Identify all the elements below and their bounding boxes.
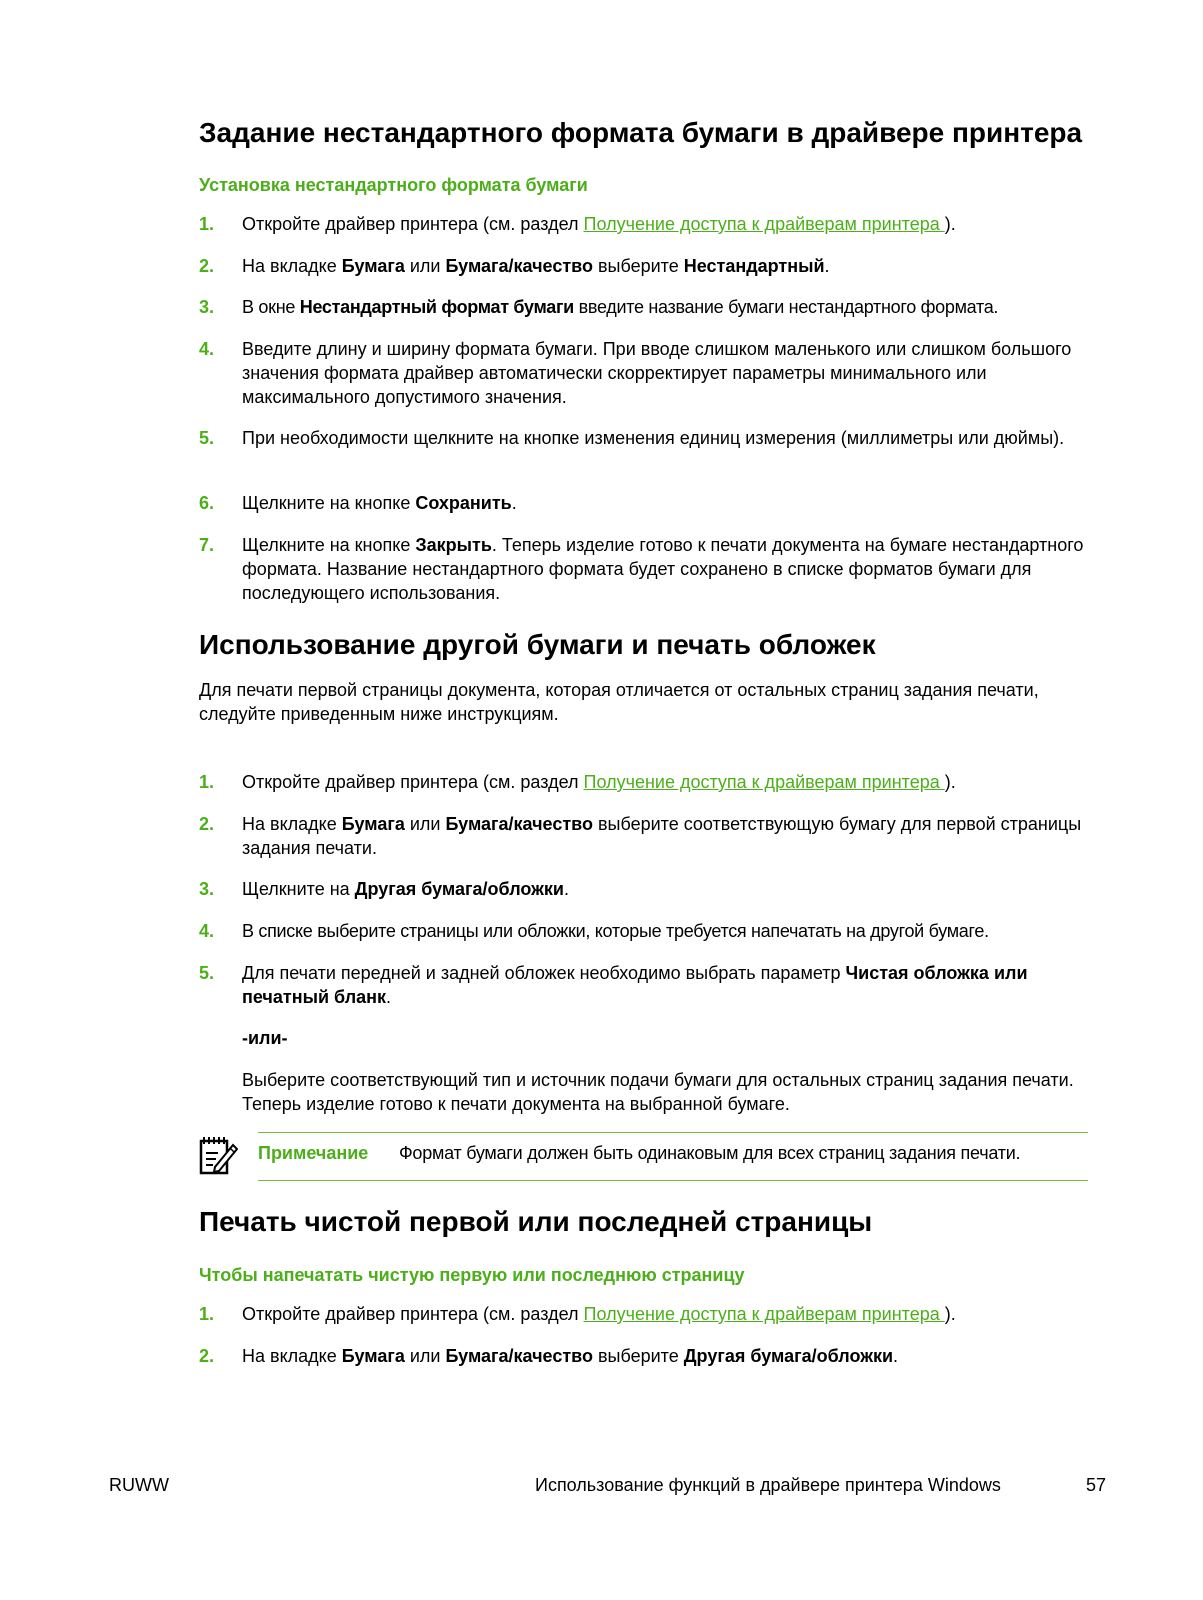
- item-text: Щелкните на кнопке Закрыть. Теперь изделие готово к печати документа на бумаге нестандартного формата. Название нестандартного формата будет сохранено в списке форматов бумаги для последующего использования.: [242, 535, 1084, 603]
- note-top-divider: [258, 1132, 1088, 1133]
- item-text: В окне Нестандартный формат бумаги введите название бумаги нестандартного формата.: [242, 297, 999, 317]
- item-number: 5.: [199, 963, 215, 983]
- item-number: 2.: [199, 256, 215, 276]
- section-title: Печать чистой первой или последней страницы: [199, 1206, 873, 1237]
- item-number: 6.: [199, 493, 215, 513]
- section-intro: Для печати первой страницы документа, которая отличается от остальных страниц задания печати, следуйте приведенным ниже инструкциям.: [199, 680, 1039, 724]
- item-text: Для печати передней и задней обложек необходимо выбрать параметр Чистая обложка или печатный бланк.: [242, 963, 1028, 1007]
- note-bottom-divider: [258, 1180, 1088, 1181]
- item-number: 1.: [199, 1304, 215, 1324]
- item-number: 2.: [199, 814, 215, 834]
- item-text: Щелкните на кнопке Сохранить.: [242, 493, 517, 513]
- item-text: Введите длину и ширину формата бумаги. При вводе слишком маленького или слишком большого значения формата драйвер автоматически скорректирует параметры минимального или максимального допустимого значения.: [242, 339, 1072, 407]
- driver-access-link[interactable]: Получение доступа к драйверам принтера: [583, 772, 945, 792]
- driver-access-link[interactable]: Получение доступа к драйверам принтера: [583, 214, 945, 234]
- item-text: Откройте драйвер принтера (см. раздел Получение доступа к драйверам принтера ).: [242, 772, 956, 792]
- note-text: Формат бумаги должен быть одинаковым для всех страниц задания печати.: [399, 1143, 1021, 1163]
- item-text: Откройте драйвер принтера (см. раздел Получение доступа к драйверам принтера ).: [242, 214, 956, 234]
- footer-left: RUWW: [109, 1475, 169, 1495]
- item-number: 3.: [199, 879, 215, 899]
- page-number: 57: [1086, 1475, 1107, 1495]
- footer-center: Использование функций в драйвере принтера Windows: [535, 1475, 1001, 1495]
- section-subtitle: Установка нестандартного формата бумаги: [199, 175, 588, 195]
- item-text: На вкладке Бумага или Бумага/качество выберите Другая бумага/обложки.: [242, 1346, 899, 1366]
- section-subtitle: Чтобы напечатать чистую первую или последнюю страницу: [199, 1265, 745, 1285]
- note-pencil-icon: [198, 1135, 238, 1177]
- or-label: -или-: [242, 1028, 288, 1048]
- note-label: Примечание: [258, 1143, 369, 1163]
- alternative-text: Выберите соответствующий тип и источник подачи бумаги для остальных страниц задания печати. Теперь изделие готово к печати документа на выбранной бумаге.: [242, 1070, 1074, 1114]
- item-text: На вкладке Бумага или Бумага/качество выберите соответствующую бумагу для первой страницы задания печати.: [242, 814, 1082, 858]
- item-number: 5.: [199, 428, 215, 448]
- section-title: Использование другой бумаги и печать обложек: [199, 629, 876, 660]
- item-number: 4.: [199, 921, 215, 941]
- section-title: Задание нестандартного формата бумаги в драйвере принтера: [199, 117, 1083, 148]
- item-number: 1.: [199, 772, 215, 792]
- item-number: 4.: [199, 339, 215, 359]
- driver-access-link[interactable]: Получение доступа к драйверам принтера: [583, 1304, 945, 1324]
- item-number: 2.: [199, 1346, 215, 1366]
- item-text: На вкладке Бумага или Бумага/качество выберите Нестандартный.: [242, 256, 830, 276]
- item-text: В списке выберите страницы или обложки, которые требуется напечатать на другой бумаге.: [242, 921, 989, 941]
- item-text: Откройте драйвер принтера (см. раздел Получение доступа к драйверам принтера ).: [242, 1304, 956, 1324]
- item-text: Щелкните на Другая бумага/обложки.: [242, 879, 569, 899]
- item-text: При необходимости щелкните на кнопке изменения единиц измерения (миллиметры или дюймы).: [242, 428, 1065, 448]
- item-number: 1.: [199, 214, 215, 234]
- item-number: 7.: [199, 535, 215, 555]
- item-number: 3.: [199, 297, 215, 317]
